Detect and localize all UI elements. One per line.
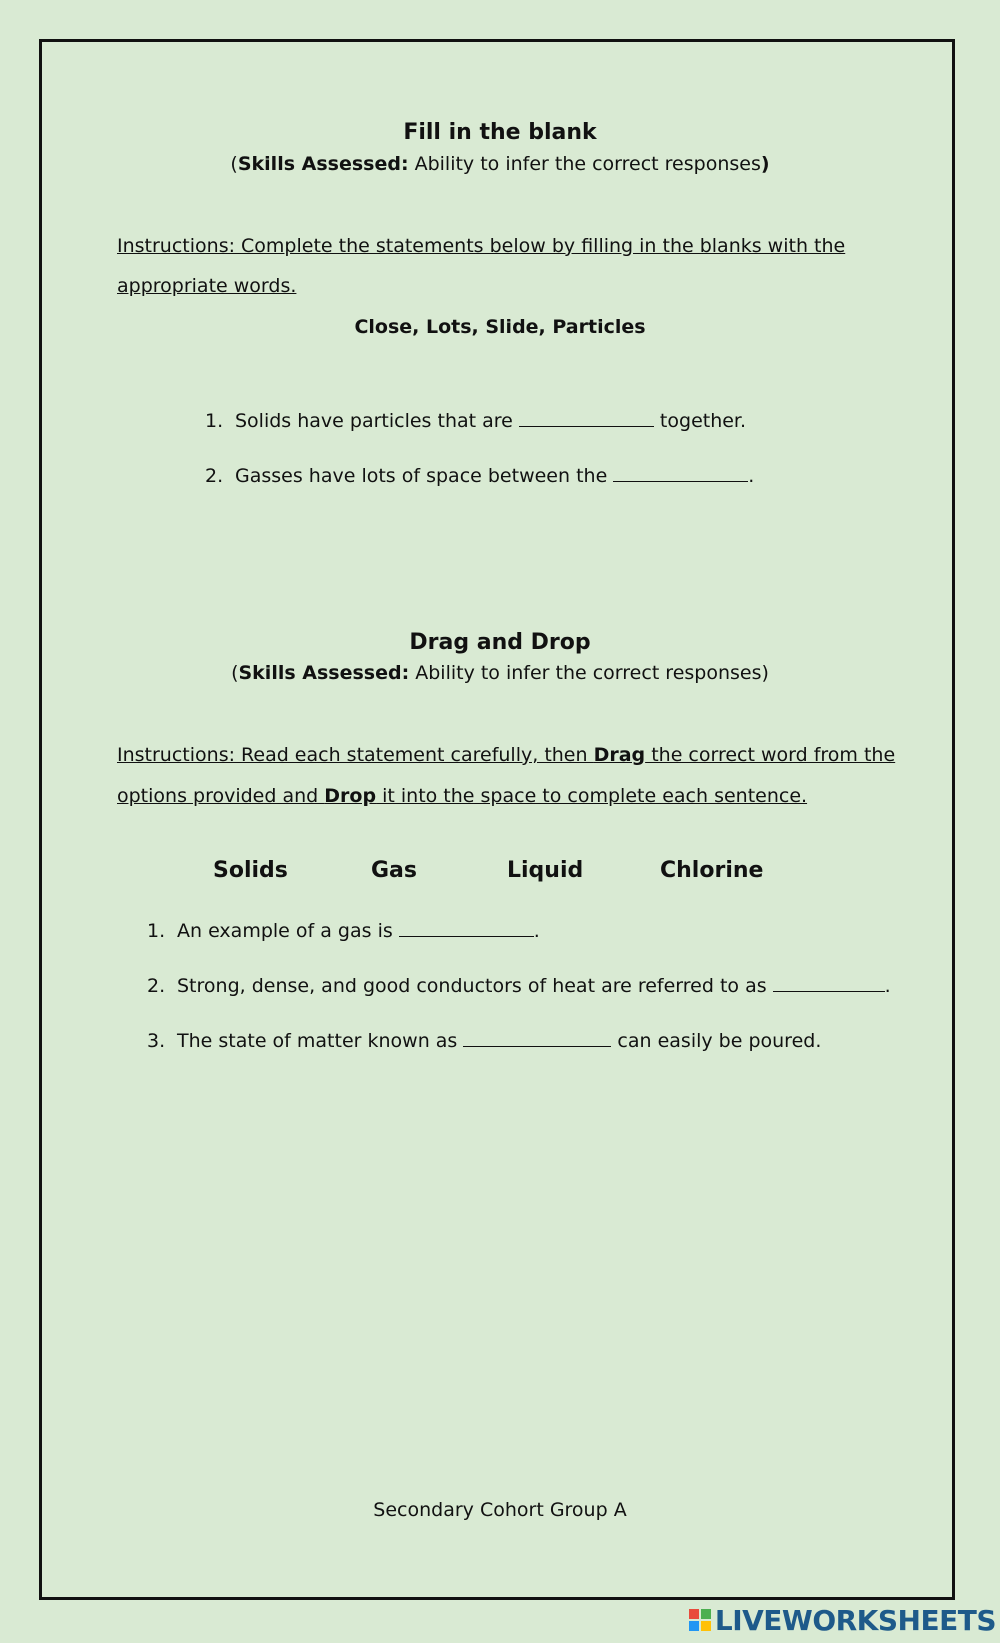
- word-bank: Close, Lots, Slide, Particles: [354, 316, 646, 338]
- logo-icon: [689, 1609, 711, 1631]
- section2-instructions-line2: options provided and Drop it into the space to complete each sentence.: [117, 785, 808, 807]
- logo-text: LIVEWORKSHEETS: [714, 1603, 996, 1637]
- drag-option-solids[interactable]: Solids: [213, 858, 288, 883]
- drop-zone[interactable]: [399, 920, 534, 937]
- liveworksheets-logo: [689, 1600, 996, 1640]
- list-item: 2. Gasses have lots of space between the .: [205, 465, 755, 487]
- drag-option-chlorine[interactable]: Chlorine: [660, 858, 764, 883]
- section2-title: Drag and Drop: [409, 630, 591, 655]
- skills-label: Skills Assessed:: [237, 153, 409, 175]
- blank-input[interactable]: [613, 465, 748, 482]
- drop-zone[interactable]: [773, 975, 885, 992]
- section1-title: Fill in the blank: [403, 120, 597, 145]
- section2-skills: (Skills Assessed: Ability to infer the correct responses): [231, 662, 769, 684]
- blank-input[interactable]: [519, 410, 654, 427]
- list-item: 2. Strong, dense, and good conductors of heat are referred to as .: [147, 975, 891, 997]
- section1-instructions-line2: appropriate words.: [117, 275, 297, 297]
- section2-instructions-line1: Instructions: Read each statement carefully, then Drag the correct word from the: [117, 744, 896, 766]
- skills-label: Skills Assessed:: [238, 662, 410, 684]
- list-item: 1. An example of a gas is .: [147, 920, 540, 942]
- list-item: 3. The state of matter known as can easily be poured.: [147, 1030, 822, 1052]
- section1-instructions-line1: Instructions: Complete the statements below by filling in the blanks with the: [117, 235, 846, 257]
- drag-option-gas[interactable]: Gas: [371, 858, 417, 883]
- footer-text: Secondary Cohort Group A: [373, 1499, 627, 1521]
- section1-skills: (Skills Assessed: Ability to infer the correct responses): [230, 153, 770, 175]
- worksheet-frame: [39, 39, 955, 1600]
- drop-zone[interactable]: [463, 1030, 611, 1047]
- list-item: 1. Solids have particles that are together.: [205, 410, 747, 432]
- drag-option-liquid[interactable]: Liquid: [507, 858, 584, 883]
